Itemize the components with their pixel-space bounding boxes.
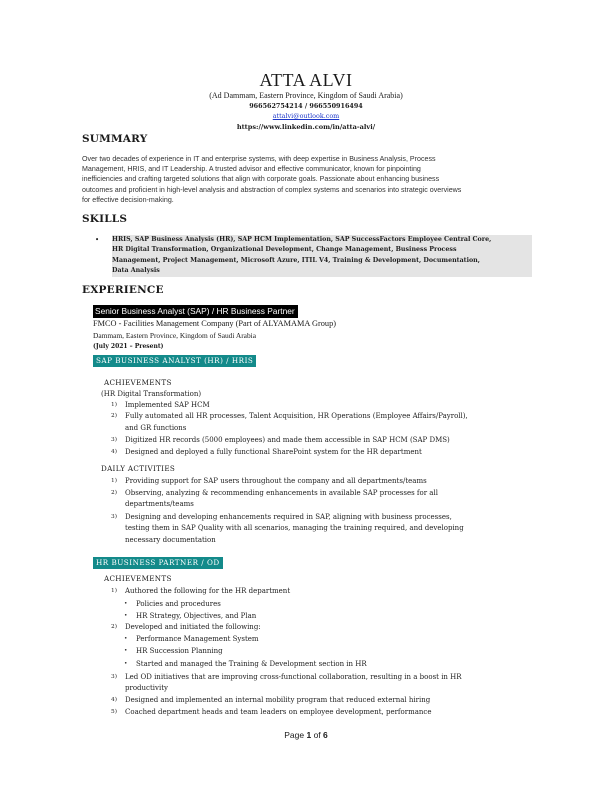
skills-bullet-icon: • <box>95 236 100 244</box>
page-current: 1 <box>306 730 312 740</box>
daily-activities-label: DAILY ACTIVITIES <box>101 464 176 473</box>
list-number: 1) <box>111 478 117 484</box>
job-dates: (July 2021 – Present) <box>93 343 164 350</box>
hrbp-subitem: Performance Management System <box>136 635 259 643</box>
list-number: 2) <box>111 490 117 496</box>
bullet-icon: • <box>124 648 128 654</box>
summary-line: Management, HRIS, and IT Leadership. A trusted advisor and effective communicator, known for pinpointing <box>82 165 421 174</box>
hrbp-item-cont: productivity <box>125 684 168 692</box>
daily-activity-item-cont: departments/teams <box>125 500 194 508</box>
sap-sub-label: (HR Digital Transformation) <box>101 390 202 398</box>
page-total: 6 <box>323 730 328 740</box>
list-number: 3) <box>111 674 117 680</box>
skills-highlight <box>112 235 532 277</box>
bullet-icon: • <box>124 636 128 642</box>
sap-achievement-item: Fully automated all HR processes, Talent Acquisition, HR Operations (Employee Affairs/Payroll), <box>125 412 468 420</box>
daily-activity-item: Observing, analyzing & recommending enhancements in available SAP processes for all <box>125 489 438 497</box>
daily-activity-item: Providing support for SAP users throughout the company and all departments/teams <box>125 477 427 485</box>
list-number: 1) <box>111 402 117 408</box>
company-name: FMCO - Facilities Management Company (Part of ALYAMAMA Group) <box>93 319 336 328</box>
daily-activity-item: Designing and developing enhancements required in SAP, aligning with business processes, <box>125 513 452 521</box>
skills-line: HR Digital Transformation, Organizational Development, Change Management, Business Process <box>112 246 457 254</box>
job-title-bar: Senior Business Analyst (SAP) / HR Business Partner <box>93 305 298 318</box>
candidate-linkedin-url[interactable]: https://www.linkedin.com/in/atta-alvi/ <box>236 123 376 131</box>
candidate-email-link[interactable]: attalvi@outlook.com <box>272 112 340 120</box>
list-number: 1) <box>111 588 117 594</box>
list-number: 2) <box>111 413 117 419</box>
hrbp-item: Designed and implemented an internal mobility program that reduced external hiring <box>125 696 431 704</box>
summary-line: for effective decision-making. <box>82 195 174 204</box>
list-number: 4) <box>111 449 117 455</box>
sap-achievement-item-cont: and GR functions <box>125 424 187 432</box>
summary-text <box>82 154 532 205</box>
summary-line: Over two decades of experience in IT and enterprise systems, with deep expertise in Business Analysis, Process <box>82 155 436 163</box>
summary-heading: SUMMARY <box>82 133 148 145</box>
page-of: of <box>311 730 324 740</box>
bullet-icon: • <box>124 613 128 619</box>
sap-achievement-item: Implemented SAP HCM <box>125 401 210 409</box>
list-number: 3) <box>111 514 117 520</box>
hrbp-section-bar: HR BUSINESS PARTNER / OD <box>93 557 223 569</box>
hrbp-subitem: HR Succession Planning <box>136 647 223 655</box>
list-number: 2) <box>111 624 117 630</box>
sap-achievement-item: Digitized HR records (5000 employees) and made them accessible in SAP HCM (SAP DMS) <box>125 436 450 444</box>
skills-heading: SKILLS <box>82 213 128 225</box>
sap-achievements-label: ACHIEVEMENTS <box>104 378 172 387</box>
list-number: 3) <box>111 437 117 443</box>
bullet-icon: • <box>124 601 128 607</box>
summary-line: inefficiencies and crafting targeted solutions that align with corporate goals. Passionate about enhancing business <box>82 175 440 184</box>
list-number: 5) <box>111 709 117 715</box>
skills-line: Management, Project Management, Microsoft Azure, ITIL V4, Training & Development, Documentation, <box>112 256 480 264</box>
sap-section-bar: SAP BUSINESS ANALYST (HR) / HRIS <box>93 355 256 367</box>
hrbp-subitem: Policies and procedures <box>136 600 221 608</box>
skills-line: HRIS, SAP Business Analysis (HR), SAP HCM Implementation, SAP SuccessFactors Employee Central Core, <box>112 236 492 243</box>
page-prefix: Page <box>284 730 307 740</box>
hrbp-subitem: Started and managed the Training & Development section in HR <box>136 660 367 668</box>
skills-line: Data Analysis <box>112 267 160 275</box>
bullet-icon: • <box>124 661 128 667</box>
experience-heading: EXPERIENCE <box>82 284 164 296</box>
list-number: 4) <box>111 697 117 703</box>
company-location: Dammam, Eastern Province, Kingdom of Saudi Arabia <box>93 331 256 340</box>
candidate-address: (Ad Dammam, Eastern Province, Kingdom of Saudi Arabia) <box>209 91 403 100</box>
hrbp-item: Led OD initiatives that are improving cross-functional collaboration, resulting in a boost in HR <box>125 673 462 681</box>
hrbp-item: Coached department heads and team leaders on employee development, performance <box>125 708 432 716</box>
summary-line: outcomes and proficient in high-level analysis and abstraction of complex systems and scenarios into strategic overviews <box>82 185 462 194</box>
daily-activity-item-cont: necessary documentation <box>125 536 216 544</box>
sap-achievement-item: Designed and deployed a fully functional SharePoint system for the HR department <box>125 448 422 456</box>
hrbp-achievements-label: ACHIEVEMENTS <box>104 574 172 583</box>
candidate-name: ATTA ALVI <box>259 70 353 90</box>
daily-activity-item-cont: testing them in SAP Quality with all scenarios, managing the training required, and developing <box>125 524 464 532</box>
hrbp-item: Developed and initiated the following: <box>125 623 261 631</box>
hrbp-subitem: HR Strategy, Objectives, and Plan <box>136 612 257 620</box>
candidate-phones: 966562754214 / 966550916494 <box>249 102 363 110</box>
hrbp-item: Authored the following for the HR department <box>125 587 291 595</box>
page-indicator <box>0 730 612 741</box>
